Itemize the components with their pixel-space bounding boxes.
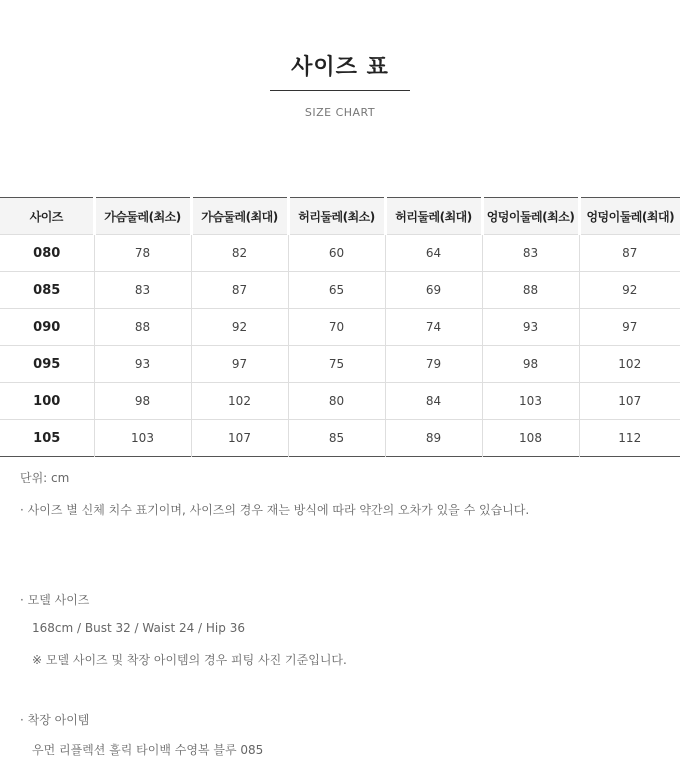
table-cell: 107 — [579, 383, 680, 420]
table-cell: 102 — [579, 346, 680, 383]
table-row — [0, 346, 680, 383]
table-row — [0, 383, 680, 420]
table-cell: 93 — [94, 346, 191, 383]
table-cell: 89 — [385, 420, 482, 457]
title-divider — [270, 90, 410, 91]
table-row — [0, 272, 680, 309]
table-cell: 98 — [482, 346, 579, 383]
table-cell: 83 — [94, 272, 191, 309]
table-cell: 83 — [482, 235, 579, 272]
unit-note: 단위: cm — [20, 471, 70, 485]
table-cell: 97 — [579, 309, 680, 346]
size-cell: 100 — [0, 383, 94, 420]
worn-items-heading: · 착장 아이템 — [20, 713, 90, 727]
size-cell: 095 — [0, 346, 94, 383]
model-size-value: 168cm / Bust 32 / Waist 24 / Hip 36 — [32, 621, 245, 635]
table-cell: 88 — [482, 272, 579, 309]
size-chart-table — [0, 197, 680, 457]
header-size: 사이즈 — [0, 198, 94, 235]
size-cell: 090 — [0, 309, 94, 346]
table-row — [0, 235, 680, 272]
table-row — [0, 309, 680, 346]
header-hip-min: 엉덩이둘레(최소) — [482, 198, 579, 235]
size-cell: 105 — [0, 420, 94, 457]
table-cell: 79 — [385, 346, 482, 383]
table-cell: 103 — [94, 420, 191, 457]
model-size-heading: · 모델 사이즈 — [20, 593, 90, 607]
table-cell: 87 — [191, 272, 288, 309]
worn-item-name: 우먼 리플렉션 홀릭 타이백 수영복 블루 085 — [32, 743, 264, 757]
table-cell: 92 — [579, 272, 680, 309]
table-cell: 64 — [385, 235, 482, 272]
table-header-row — [0, 198, 680, 235]
table-cell: 84 — [385, 383, 482, 420]
table-row — [0, 420, 680, 457]
table-cell: 107 — [191, 420, 288, 457]
page-title: 사이즈 표 — [291, 55, 389, 80]
table-cell: 75 — [288, 346, 385, 383]
header-waist-max: 허리둘레(최대) — [385, 198, 482, 235]
table-cell: 85 — [288, 420, 385, 457]
header-waist-min: 허리둘레(최소) — [288, 198, 385, 235]
table-cell: 69 — [385, 272, 482, 309]
table-cell: 98 — [94, 383, 191, 420]
table-cell: 87 — [579, 235, 680, 272]
page-subtitle: SIZE CHART — [304, 106, 376, 119]
table-cell: 103 — [482, 383, 579, 420]
table-cell: 108 — [482, 420, 579, 457]
table-cell: 92 — [191, 309, 288, 346]
table-cell: 93 — [482, 309, 579, 346]
table-cell: 102 — [191, 383, 288, 420]
table-cell: 74 — [385, 309, 482, 346]
header-chest-min: 가슴둘레(최소) — [94, 198, 191, 235]
table-cell: 65 — [288, 272, 385, 309]
model-size-note: ※ 모델 사이즈 및 착장 아이템의 경우 피팅 사진 기준입니다. — [32, 653, 347, 667]
table-cell: 112 — [579, 420, 680, 457]
measurement-disclaimer: · 사이즈 별 신체 치수 표기이며, 사이즈의 경우 재는 방식에 따라 약간의 오차가 있을 수 있습니다. — [20, 503, 530, 517]
table-cell: 97 — [191, 346, 288, 383]
table-cell: 82 — [191, 235, 288, 272]
table-cell: 60 — [288, 235, 385, 272]
table-cell: 78 — [94, 235, 191, 272]
size-cell: 085 — [0, 272, 94, 309]
table-cell: 88 — [94, 309, 191, 346]
table-cell: 70 — [288, 309, 385, 346]
table-cell: 80 — [288, 383, 385, 420]
size-cell: 080 — [0, 235, 94, 272]
header-chest-max: 가슴둘레(최대) — [191, 198, 288, 235]
header-hip-max: 엉덩이둘레(최대) — [579, 198, 680, 235]
